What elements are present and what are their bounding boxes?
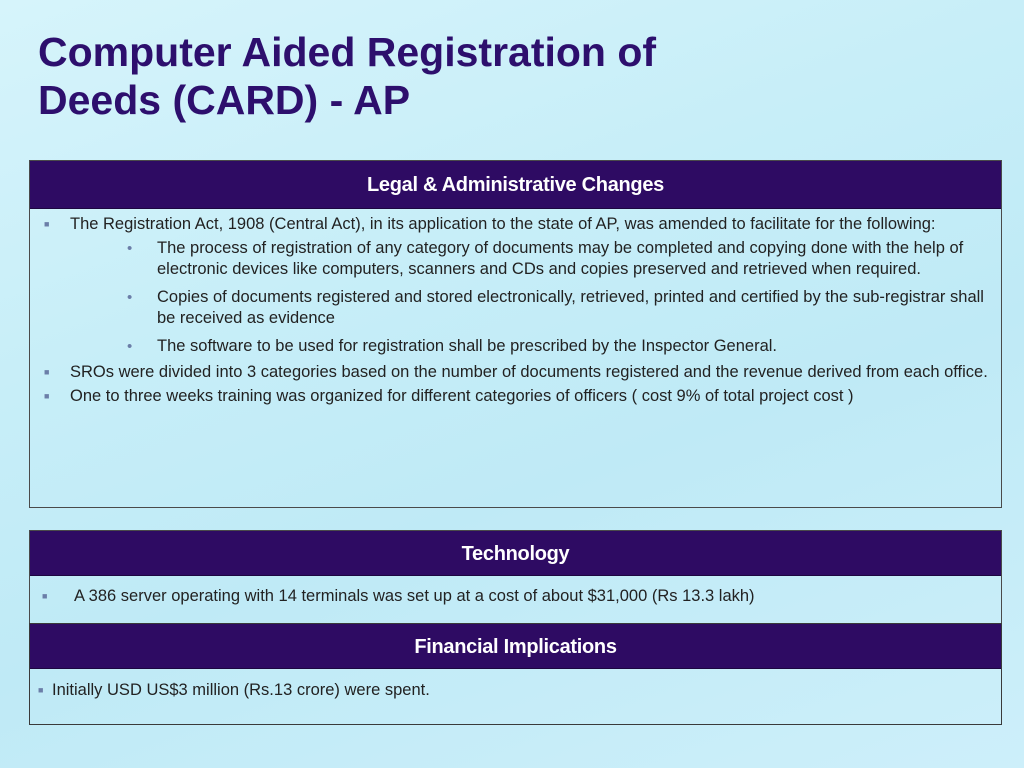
financial-implications-heading: Financial Implications: [30, 624, 1001, 669]
technology-heading: Technology: [30, 531, 1001, 576]
dot-bullet-icon: •: [127, 240, 133, 257]
slide-title-line-1: Computer Aided Registration of: [38, 29, 657, 75]
square-bullet-icon: ■: [44, 219, 50, 229]
slide-title-line-2: Deeds (CARD) - AP: [38, 77, 411, 123]
list-item-text: One to three weeks training was organized for different categories of officers ( cost 9% of total project cost ): [70, 387, 854, 405]
dot-bullet-icon: •: [127, 338, 133, 355]
dot-bullet-icon: •: [127, 289, 133, 306]
sub-list-item: [127, 238, 991, 280]
sub-list-item: [127, 336, 991, 357]
square-bullet-icon: ■: [42, 591, 48, 601]
list-item-text: Initially USD US$3 million (Rs.13 crore) were spent.: [52, 681, 430, 699]
slide-title: [38, 28, 838, 124]
list-item: [38, 680, 995, 701]
list-item-text: The Registration Act, 1908 (Central Act), in its application to the state of AP, was amended to facilitate for the following:: [70, 215, 936, 233]
square-bullet-icon: ■: [38, 685, 44, 695]
list-item: [42, 362, 991, 383]
financial-implications-panel: [29, 623, 1002, 725]
list-item-text: SROs were divided into 3 categories based on the number of documents registered and the revenue derived from each office.: [70, 363, 988, 381]
list-item-text: A 386 server operating with 14 terminals was set up at a cost of about $31,000 (Rs 13.3 lakh): [74, 587, 755, 605]
financial-implications-body: [30, 669, 1001, 701]
sub-list-item-text: The software to be used for registration shall be prescribed by the Inspector General.: [157, 337, 777, 355]
technology-body: [30, 576, 1001, 607]
legal-changes-body: [30, 209, 1001, 407]
square-bullet-icon: ■: [44, 367, 50, 377]
sub-list-item-text: Copies of documents registered and stored electronically, retrieved, printed and certified by the sub-registrar shall be received as evidence: [157, 288, 984, 327]
sub-list-item: [127, 287, 991, 329]
list-item: [40, 586, 991, 607]
list-item: [42, 214, 991, 235]
list-item: [42, 386, 991, 407]
legal-changes-panel: [29, 160, 1002, 508]
legal-changes-heading: Legal & Administrative Changes: [30, 161, 1001, 209]
sub-list-item-text: The process of registration of any category of documents may be completed and copying done with the help of electronic devices like computers, scanners and CDs and copies preserved and retrieved when required.: [157, 239, 964, 278]
square-bullet-icon: ■: [44, 391, 50, 401]
